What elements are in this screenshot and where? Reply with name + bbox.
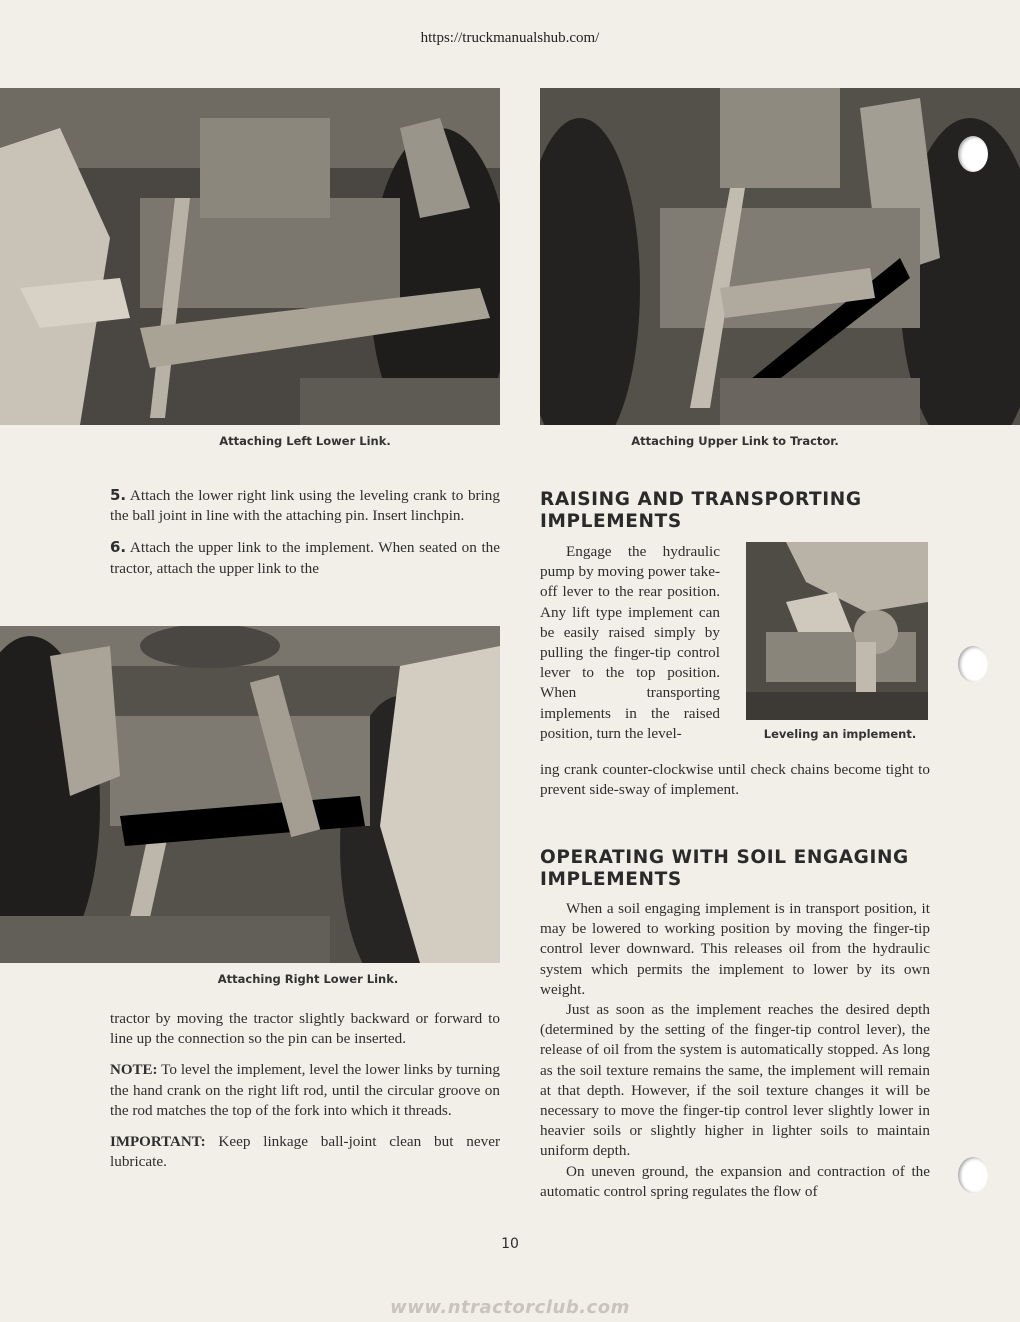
left-column-continued (110, 1009, 500, 1183)
caption-upper-link: Attaching Upper Link to Tractor. (631, 434, 839, 448)
operating-para-3: On uneven ground, the expansion and contraction of the automatic control spring regulates the flow of (540, 1162, 930, 1200)
step-6-number: 6. (110, 538, 127, 557)
raising-para-wrapped: Engage the hydraulic pump by moving power take-off lever to the rear position. Any lift type implement can be easily raised simply by pulling the finger-tip control lever to the top position. When transporting implements in the raised position, turn the level- (540, 543, 720, 742)
caption-right-lower-link: Attaching Right Lower Link. (217, 972, 399, 986)
step-5-text: Attach the lower right link using the leveling crank to bring the ball joint in line with the attaching pin. Insert linchpin. (110, 487, 500, 525)
photo-leveling-implement (746, 542, 928, 720)
binder-hole-middle (958, 646, 988, 682)
step-6-text: Attach the upper link to the implement. When seated on the tractor, attach the upper link to the (110, 539, 500, 577)
page-number: 10 (501, 1236, 519, 1252)
note-text: To level the implement, level the lower links by turning the hand crank on the right lift rod, until the circular groove on the rod matches the top of the fork into which it threads. (110, 1061, 500, 1119)
binder-hole-top (958, 136, 988, 172)
step-5-6-text (110, 485, 500, 590)
note-label: NOTE: (110, 1062, 158, 1079)
important-label: IMPORTANT: (110, 1134, 206, 1151)
photo-left-lower-link (0, 88, 500, 425)
important-text: Keep linkage ball-joint clean but never lubricate. (110, 1133, 500, 1171)
binder-hole-bottom (958, 1157, 988, 1193)
caption-leveling: Leveling an implement. (763, 727, 917, 741)
operating-text (540, 899, 930, 1202)
step-5-number: 5. (110, 486, 127, 504)
caption-left-lower-link: Attaching Left Lower Link. (219, 434, 391, 448)
heading-operating-soil: OPERATING WITH SOIL ENGAGING IMPLEMENTS (540, 847, 909, 890)
photo-upper-link (540, 88, 1020, 425)
operating-para-2: Just as soon as the implement reaches the desired depth (determined by the setting of the finger-tip control lever), the release of oil from the system is automatically stopped. As long as the soil texture remains the same, the implement will remain at that depth. However, if the soil texture changes it will be necessary to move the finger-tip control lever slightly lower in heavier soils or slightly higher in lighter soils to maintain uniform depth. (540, 1001, 930, 1160)
heading-raising-transporting: RAISING AND TRANSPORTING IMPLEMENTS (540, 489, 862, 532)
photo-right-lower-link (0, 626, 500, 963)
source-url: https://truckmanualshub.com/ (420, 30, 600, 46)
continued-text: tractor by moving the tractor slightly backward or forward to line up the connection so the pin can be inserted. (110, 1010, 500, 1048)
watermark: www.ntractorclub.com (390, 1297, 630, 1318)
operating-para-1: When a soil engaging implement is in transport position, it may be lowered to working position by moving the finger-tip control lever downward. This releases oil from the hydraulic system which permits the implement to lower by its own weight. (540, 900, 930, 998)
raising-para-rest: ing crank counter-clockwise until check chains become tight to prevent side-sway of implement. (540, 761, 930, 799)
